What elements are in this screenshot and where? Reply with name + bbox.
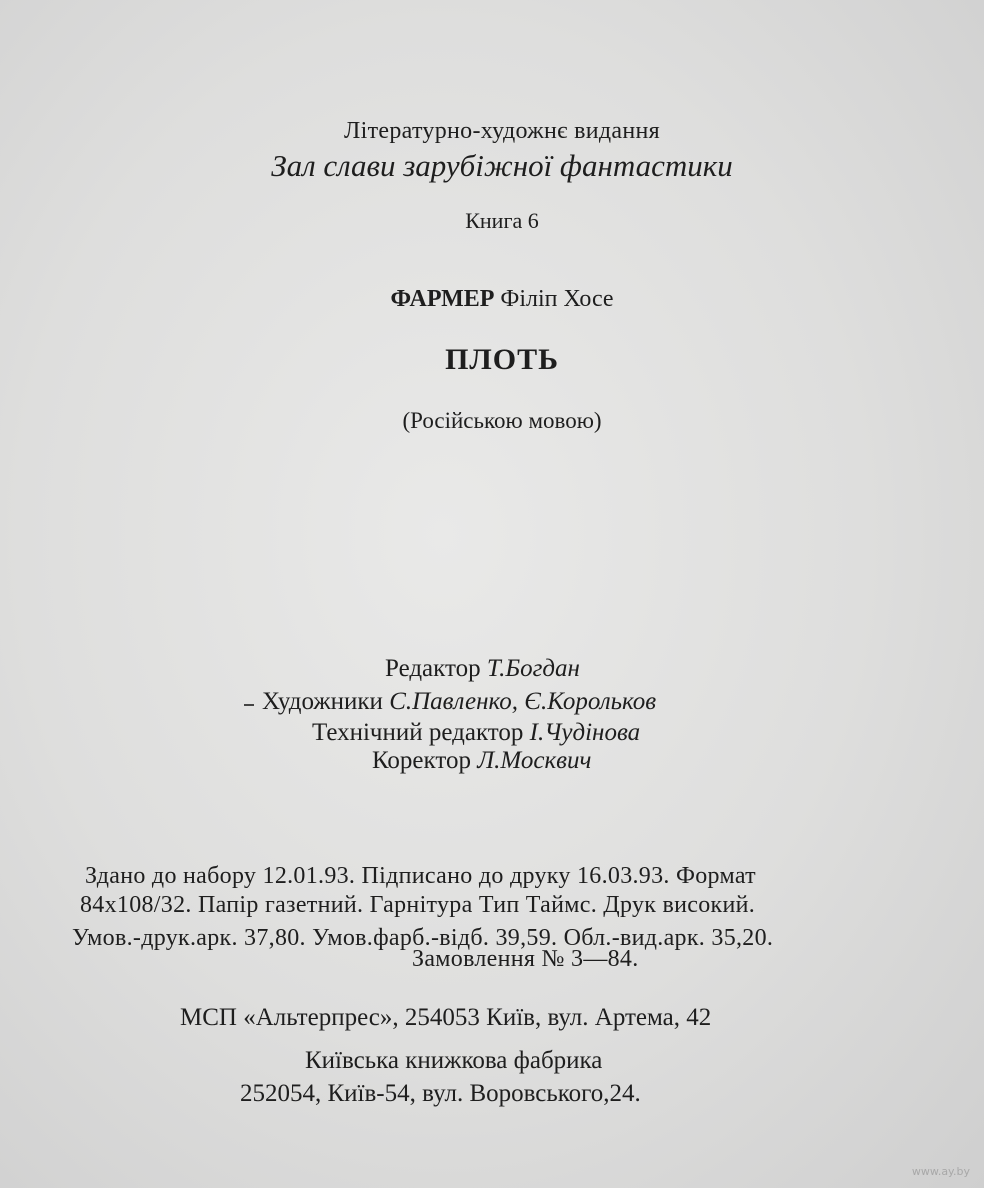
credit-role: Технічний редактор (312, 719, 524, 746)
author-surname: ФАРМЕР (390, 286, 495, 312)
credit-illustrators (262, 688, 656, 716)
credit-role: Редактор (385, 655, 481, 682)
watermark: www.ay.by (911, 1165, 970, 1178)
credit-role: Коректор (372, 747, 471, 774)
printer-address: 252054, Київ-54, вул. Воровського,24. (240, 1080, 641, 1107)
imprint-line-2: 84x108/32. Папір газетний. Гарнітура Тип Таймс. Друк високий. (80, 892, 756, 918)
series-title: Зал слави зарубіжної фантастики (271, 148, 733, 183)
credit-person: Т.Богдан (486, 655, 580, 682)
dash-mark (244, 704, 254, 706)
language-note: (Російською мовою) (402, 408, 602, 433)
book-number: Книга 6 (465, 208, 539, 233)
printer-name: Київська книжкова фабрика (305, 1047, 603, 1074)
credit-technical-editor (312, 719, 640, 747)
credit-proofreader (372, 747, 591, 775)
credit-editor (385, 655, 580, 683)
imprint-line-3: Умов.-друк.арк. 37,80. Умов.фарб.-відб. 39,59. Обл.-вид.арк. 35,20. (72, 925, 774, 951)
author-given-name: Філіп Хосе (500, 286, 614, 312)
credit-role: Художники (262, 688, 383, 715)
credit-person: І.Чудінова (529, 719, 641, 746)
imprint-line-1: Здано до набору 12.01.93. Підписано до друку 16.03.93. Формат (85, 863, 756, 889)
publisher-address: МСП «Альтерпрес», 254053 Київ, вул. Артема, 42 (180, 1004, 712, 1031)
credit-person: С.Павленко, Є.Корольков (389, 688, 657, 715)
author-name (20, 286, 984, 313)
credit-person: Л.Москвич (477, 747, 592, 774)
series-label: Літературно-художнє видання (344, 118, 660, 144)
book-title: ПЛОТЬ (445, 343, 559, 376)
imprint-line-4: Замовлення № 3—84. (412, 946, 639, 972)
